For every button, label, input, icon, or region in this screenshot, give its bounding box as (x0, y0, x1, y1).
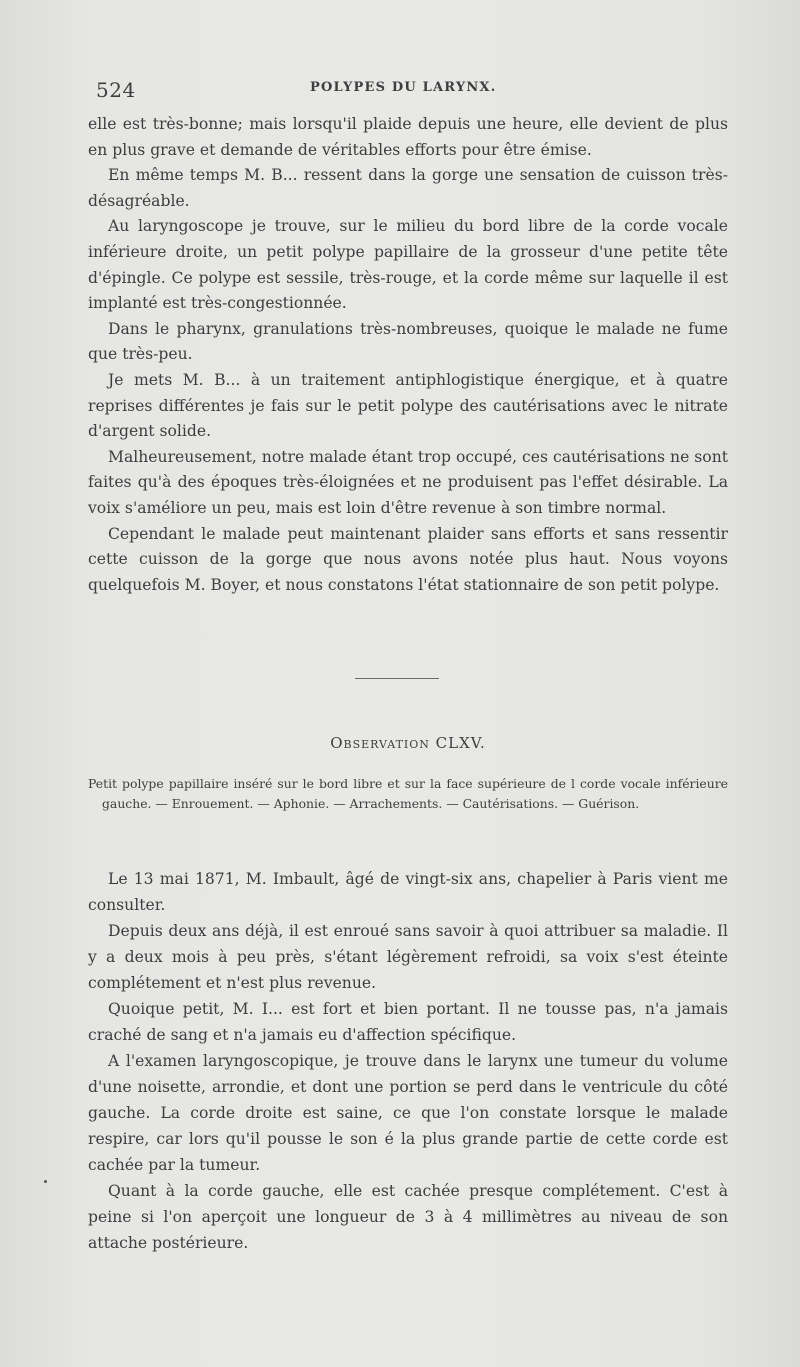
paragraph: Malheureusement, notre malade étant trop occupé, ces cautérisations ne sont faites qu'à des époques très-éloignées et ne produisent pas l'effet désirable. La voix s'améliore un peu, mais est loin d'être revenue à son timbre normal. (88, 447, 728, 517)
paragraph: Cependant le malade peut maintenant plaider sans efforts et sans ressentir cette cuisson de la gorge que nous avons notée plus haut. Nous voyons quelquefois M. Boyer, et nous constatons l'état stationnaire de son petit polype. (88, 524, 728, 594)
page-header (96, 74, 726, 102)
section-divider (355, 678, 439, 679)
paragraph: Au laryngoscope je trouve, sur le milieu du bord libre de la corde vocale inférieure droite, un petit polype papillaire de la grosseur d'une petite tête d'épingle. Ce polype est sessile, très-rouge, et la corde même sur laquelle il est implanté est très-congestionnée. (88, 217, 728, 313)
paragraph: En même temps M. B... ressent dans la gorge une sensation de cuisson très-désagréable. (88, 166, 728, 210)
observation-title: Observation CLXV. (330, 734, 486, 752)
paragraph: elle est très-bonne; mais lorsqu'il plaide depuis une heure, elle devient de plus en plus grave et demande de véritables efforts pour être émise. (88, 115, 728, 159)
page-number: 524 (96, 78, 136, 102)
paragraph: Quant à la corde gauche, elle est cachée presque complétement. C'est à peine si l'on aperçoit une longueur de 3 à 4 millimètres au niveau de son attache postérieure. (88, 1182, 728, 1252)
paragraph: Quoique petit, M. I... est fort et bien portant. Il ne tousse pas, n'a jamais craché de sang et n'a jamais eu d'affection spécifique. (88, 1000, 728, 1044)
ink-speck (44, 1180, 47, 1183)
paragraph: Le 13 mai 1871, M. Imbault, âgé de vingt-six ans, chapelier à Paris vient me consulter. (88, 870, 728, 914)
continued-text-block (88, 112, 728, 598)
observation-text-block (88, 866, 728, 1256)
observation-summary: Petit polype papillaire inséré sur le bord libre et sur la face supérieure de l corde vocale inférieure gauche. — Enrouement. — Aphonie. — Arrachements. — Cautérisations. — Guérison. (88, 776, 728, 811)
paragraph: Je mets M. B... à un traitement antiphlogistique énergique, et à quatre reprises différentes je fais sur le petit polype des cautérisations avec le nitrate d'argent solide. (88, 370, 728, 441)
paragraph: Dans le pharynx, granulations très-nombreuses, quoique le malade ne fume que très-peu. (88, 319, 728, 364)
paragraph: Depuis deux ans déjà, il est enroué sans savoir à quoi attribuer sa maladie. Il y a deux mois à peu près, s'étant légèrement refroidi, sa voix s'est éteinte complétement et n'est plus revenue. (88, 922, 728, 992)
running-head: POLYPES DU LARYNX. (310, 80, 497, 95)
paragraph: A l'examen laryngoscopique, je trouve dans le larynx une tumeur du volume d'une noisette, arrondie, et dont une portion se perd dans le ventricule du côté gauche. La corde droite est saine, ce que l'on constate lorsque le malade respire, car lors qu'il pousse le son é la plus grande partie de cette corde est cachée par la tumeur. (88, 1052, 728, 1174)
